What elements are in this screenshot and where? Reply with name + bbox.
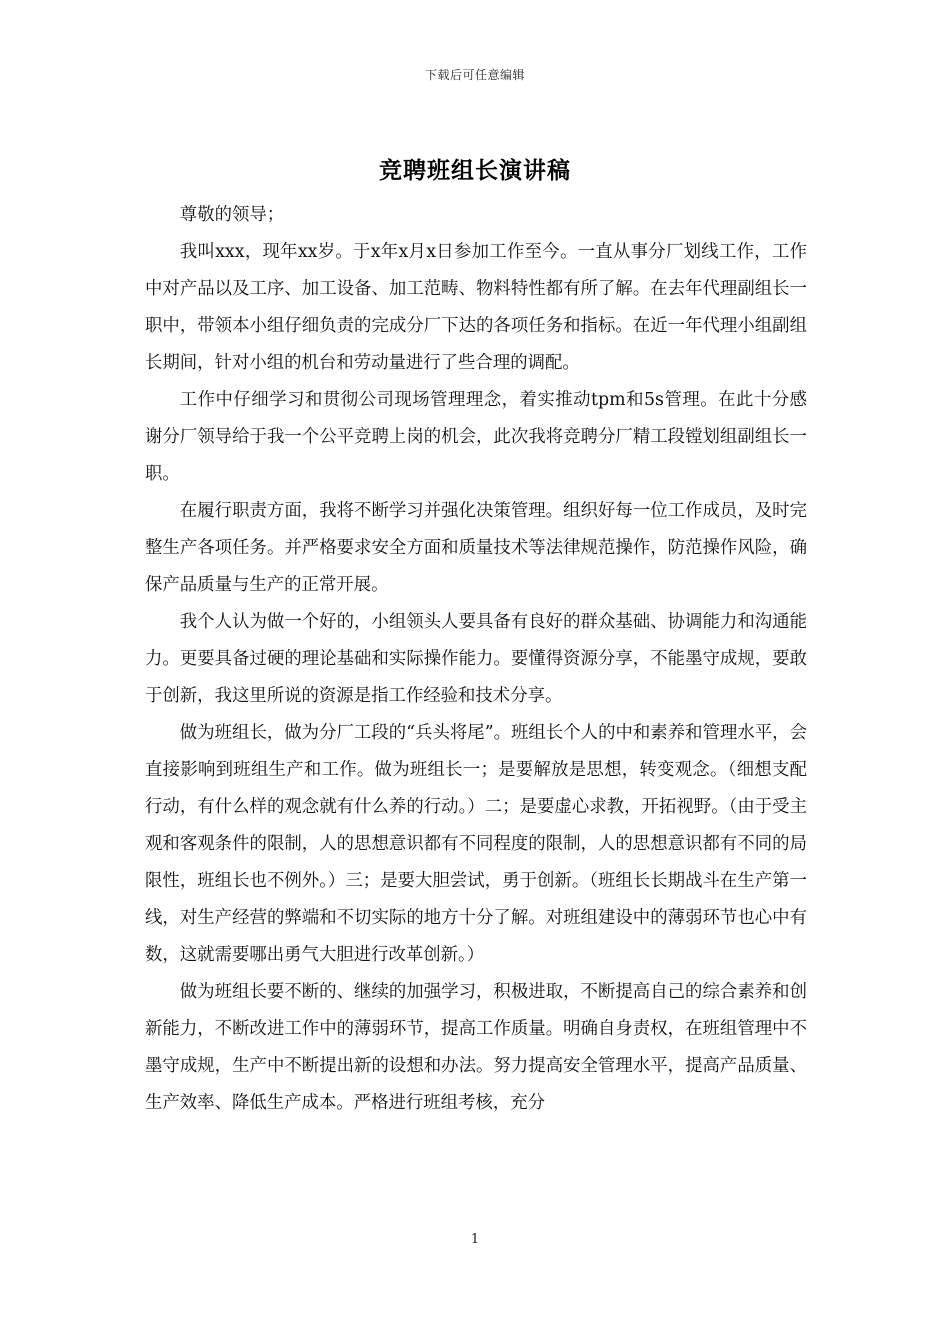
paragraph: 我叫xxx，现年xx岁。于x年x月x日参加工作至今。一直从事分厂划线工作，工作中对产品以及工序、加工设备、加工范畴、物料特性都有所了解。在去年代理副组长一职中，带领本小组仔细负责的完成分厂下达的各项任务和指标。在近一年代理小组副组长期间，针对小组的机台和劳动量进行了些合理的调配。 (145, 242, 807, 373)
paragraph: 工作中仔细学习和贯彻公司现场管理理念，着实推动tpm和5s管理。在此十分感谢分厂领导给于我一个公平竞聘上岗的机会，此次我将竞聘分厂精工段镗划组副组长一职。 (145, 390, 807, 484)
header-note: 下载后可任意编辑 (424, 68, 525, 82)
paragraph: 我个人认为做一个好的，小组领头人要具备有良好的群众基础、协调能力和沟通能力。更要具备过硬的理论基础和实际操作能力。要懂得资源分享，不能墨守成规，要敢于创新，我这里所说的资源是指工作经验和技术分享。 (145, 612, 807, 706)
document-title: 竞聘班组长演讲稿 (379, 157, 571, 184)
paragraph: 在履行职责方面，我将不断学习并强化决策管理。组织好每一位工作成员，及时完整生产各项任务。并严格要求安全方面和质量技术等法律规范操作，防范操作风险，确保产品质量与生产的正常开展。 (145, 501, 807, 595)
paragraph-salutation: 尊敬的领导； (179, 205, 285, 225)
page-number: 1 (470, 1232, 480, 1247)
paragraph: 做为班组长，做为分厂工段的“兵头将尾”。班组长个人的中和素养和管理水平，会直接影响到班组生产和工作。做为班组长一；是要解放是思想，转变观念。（细想支配行动，有什么样的观念就有什么养的行动。）二；是要虚心求教，开拓视野。（由于受主观和客观条件的限制，人的思想意识都有不同程度的限制，人的思想意识都有不同的局限性，班组长也不例外。）三；是要大胆尝试，勇于创新。（班组长长期战斗在生产第一线，对生产经营的弊端和不切实际的地方十分了解。对班组建设中的薄弱环节也心中有数，这就需要哪出勇气大胆进行改革创新。） (145, 723, 807, 965)
paragraph: 做为班组长要不断的、继续的加强学习，积极进取，不断提高自己的综合素养和创新能力，不断改进工作中的薄弱环节，提高工作质量。明确自身责权，在班组管理中不墨守成规，生产中不断提出新的设想和办法。努力提高安全管理水平，提高产品质量、生产效率、降低生产成本。严格进行班组考核，充分 (145, 982, 807, 1113)
document-body (145, 197, 807, 1122)
